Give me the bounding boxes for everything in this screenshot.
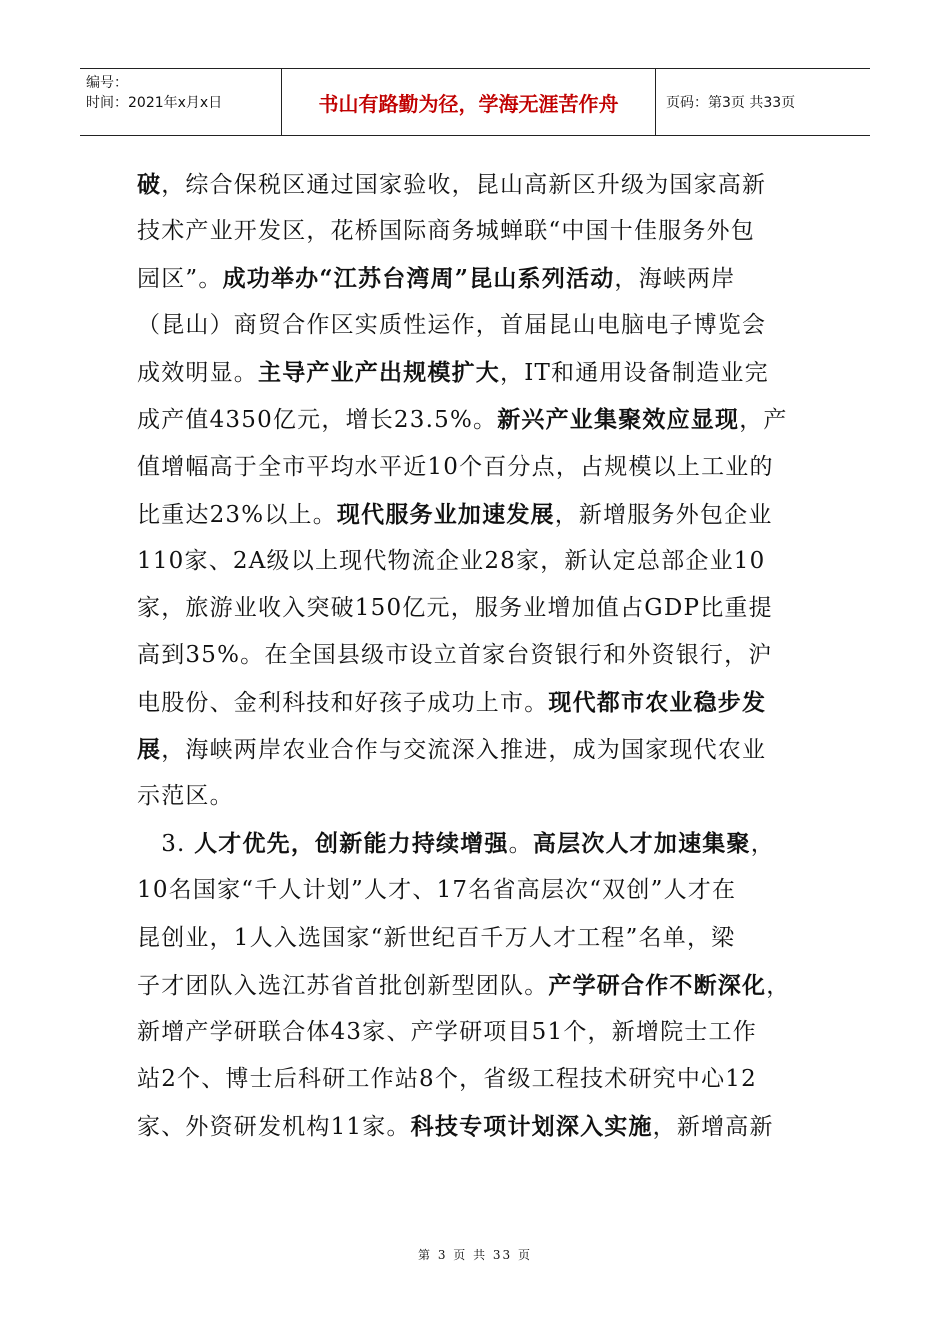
text-segment: 110家、2A级以上现代物流企业28家，新认定总部企业10: [137, 547, 766, 574]
text-segment: （昆山）商贸合作区实质性运作，首届昆山电脑电子博览会: [137, 312, 767, 339]
text-line: [137, 491, 817, 538]
text-segment: ，海峡两岸: [614, 266, 736, 293]
text-segment: 3.: [137, 831, 195, 858]
text-line: [137, 208, 817, 255]
bold-text-segment: 高层次人才加速集聚: [532, 830, 751, 858]
text-segment: ，新增服务外包企业: [554, 501, 773, 528]
text-segment: ，: [766, 972, 791, 999]
bold-text-segment: 破: [137, 171, 162, 198]
text-segment: 电股份、金利科技和好孩子成功上市。: [137, 690, 549, 717]
text-line: [137, 632, 817, 679]
text-line: [137, 444, 817, 491]
text-line: [137, 820, 817, 867]
text-line: [137, 962, 817, 1009]
text-segment: 示范区。: [137, 783, 234, 810]
text-segment: 成产值4350亿元，增长23.5%。: [137, 407, 498, 434]
document-date: 时间：2021年x月x日: [86, 95, 223, 111]
text-line: [137, 915, 817, 962]
header-meta: [80, 69, 282, 135]
bold-text-segment: 现代都市农业稳步发: [548, 689, 767, 717]
text-segment: 新增产学研联合体43家、产学研项目51个，新增院士工作: [137, 1018, 757, 1045]
text-segment: 子才团队入选江苏省首批创新型团队。: [137, 972, 549, 999]
text-line: [137, 679, 817, 726]
text-segment: 值增幅高于全市平均水平近10个百分点，占规模以上工业的: [137, 453, 774, 480]
bold-text-segment: 产学研合作不断深化: [548, 971, 767, 999]
text-segment: ，: [750, 831, 775, 858]
bold-text-segment: 成功举办“江苏台湾周”昆山系列活动: [222, 265, 615, 293]
document-header: [80, 68, 870, 136]
document-body: [137, 161, 817, 1150]
text-segment: 比重达23%以上。: [137, 501, 337, 528]
text-segment: 10名国家“千人计划”人才、17名省高层次“双创”人才在: [137, 877, 737, 904]
text-segment: 家，旅游业收入突破150亿元，服务业增加值占GDP比重提: [137, 594, 773, 621]
bold-text-segment: 新兴产业集聚效应显现: [497, 406, 740, 434]
bold-text-segment: 人才优先，创新能力持续增强: [194, 830, 509, 858]
text-line: [137, 161, 817, 208]
text-line: [137, 726, 817, 773]
text-line: [137, 255, 817, 302]
text-segment: 园区”。: [137, 266, 223, 293]
page-footer: [0, 1246, 950, 1263]
text-line: [137, 349, 817, 396]
document-id-label: 编号：: [86, 75, 128, 91]
bold-text-segment: 现代服务业加速发展: [336, 500, 555, 528]
text-segment: ，IT和通用设备制造业完: [500, 360, 769, 387]
bold-text-segment: 科技专项计划深入实施: [410, 1112, 653, 1140]
text-line: [137, 867, 817, 914]
text-line: [137, 1009, 817, 1056]
text-line: [137, 1056, 817, 1103]
text-segment: 高到35%。在全国县级市设立首家台资银行和外资银行，沪: [137, 641, 773, 668]
motto-text: 书山有路勤为径，学海无涯苦作舟: [318, 91, 619, 116]
text-segment: ，产: [739, 407, 788, 434]
bold-text-segment: 展: [137, 736, 162, 764]
text-line: [137, 585, 817, 632]
text-line: [137, 1103, 817, 1150]
text-segment: 昆创业，1人入选国家“新世纪百千万人才工程”名单，梁: [137, 924, 736, 951]
text-segment: 成效明显。: [137, 360, 258, 387]
header-page-number: [656, 69, 870, 135]
text-segment: 。: [508, 831, 533, 858]
text-segment: ，新增高新: [652, 1113, 774, 1140]
text-line: [137, 538, 817, 585]
text-line: [137, 396, 817, 443]
footer-page-number: 第 3 页 共 33 页: [418, 1248, 532, 1262]
text-segment: ，海峡两岸农业合作与交流深入推进，成为国家现代农业: [161, 737, 767, 764]
text-segment: 技术产业开发区，花桥国际商务城蝉联“中国十佳服务外包: [137, 218, 755, 245]
bold-text-segment: 主导产业产出规模扩大: [258, 359, 500, 387]
text-segment: 站2个、博士后科研工作站8个，省级工程技术研究中心12: [137, 1065, 757, 1092]
text-segment: ，综合保税区通过国家验收，昆山高新区升级为国家高新: [161, 172, 767, 198]
text-segment: 家、外资研发机构11家。: [137, 1113, 411, 1140]
header-motto: [282, 69, 656, 135]
text-line: [137, 773, 817, 820]
text-line: [137, 302, 817, 349]
page-number-text: 页码：第3页 共33页: [666, 95, 796, 111]
